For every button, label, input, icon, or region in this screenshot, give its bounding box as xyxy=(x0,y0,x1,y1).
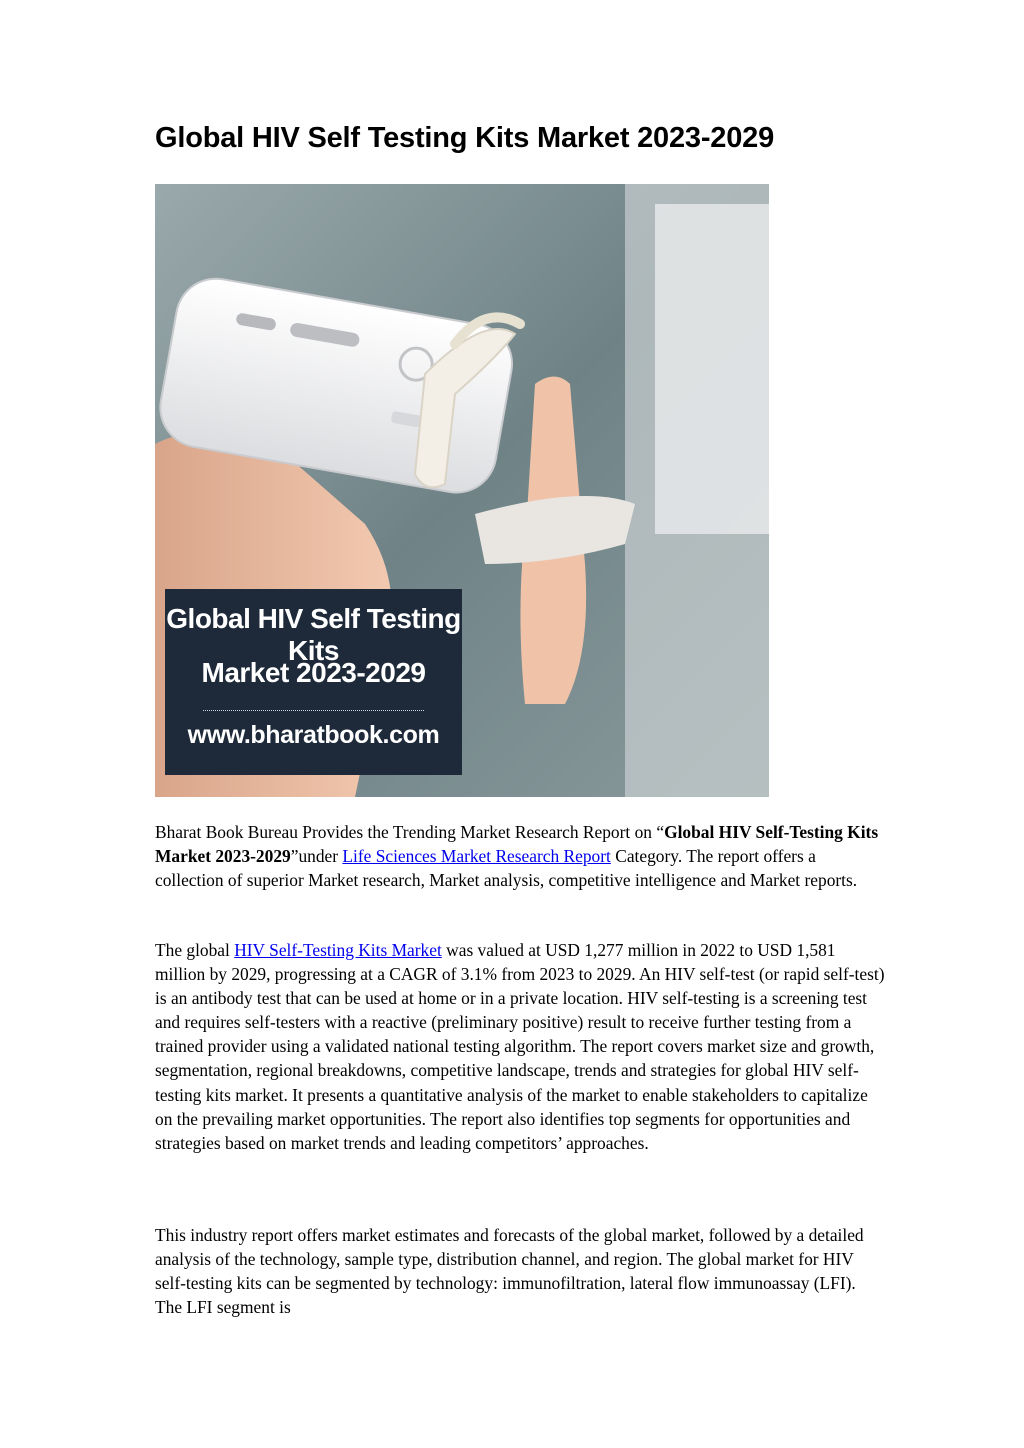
overview-text-2: was valued at USD 1,277 million in 2022 to USD 1,581 million by 2029, progressing at a CAGR of 3.1% from 2023 to 2029. An HIV self-test (or rapid self-test) is an antibody test that can be used at home or in a private location. HIV self-testing is a screening test and requires self-testers with a reactive (preliminary positive) result to receive further testing from a trained provider using a validated national testing algorithm. The report covers market size and growth, segmentation, regional breakdowns, competitive landscape, trends and strategies for global HIV self-testing kits market. It presents a quantitative analysis of the market to enable stakeholders to capitalize on the prevailing market opportunities. The report also identifies top segments for opportunities and strategies based on market trends and leading competitors’ approaches. xyxy=(155,940,885,1153)
banner-subtitle: Market 2023-2029 xyxy=(201,657,426,688)
page-title: Global HIV Self Testing Kits Market 2023-2029 xyxy=(155,122,775,154)
report-name: Global HIV Self-Testing Kits Market 2023-2029 xyxy=(155,822,879,867)
category-link[interactable]: Life Sciences Market Research Report xyxy=(342,846,611,867)
overview-text-1: The global xyxy=(155,940,235,960)
market-link[interactable]: HIV Self-Testing Kits Market xyxy=(234,940,442,960)
intro-text-2: ”under xyxy=(290,846,343,867)
intro-text-1: Bharat Book Bureau Provides the Trending Market Research Report on “ xyxy=(155,822,665,842)
banner-divider xyxy=(203,710,424,711)
industry-paragraph: This industry report offers market estimates and forecasts of the global market, followed by a detailed analysis of the technology, sample type, distribution channel, and region. The global market for HIV self-testing kits can be segmented by technology: immunofiltration, lateral flow immunoassay (LFI). The LFI segment is xyxy=(155,1225,864,1318)
intro-paragraph xyxy=(155,820,885,892)
intro-text-3: Category. The report offers a collection of superior Market research, Market analysis, competitive intelligence and Market reports. xyxy=(155,846,858,891)
overview-paragraph xyxy=(155,938,885,1155)
banner-title: Global HIV Self Testing Kits xyxy=(166,603,461,666)
hero-image xyxy=(155,184,769,797)
banner-url: www.bharatbook.com xyxy=(187,721,440,749)
promo-banner xyxy=(165,589,462,775)
